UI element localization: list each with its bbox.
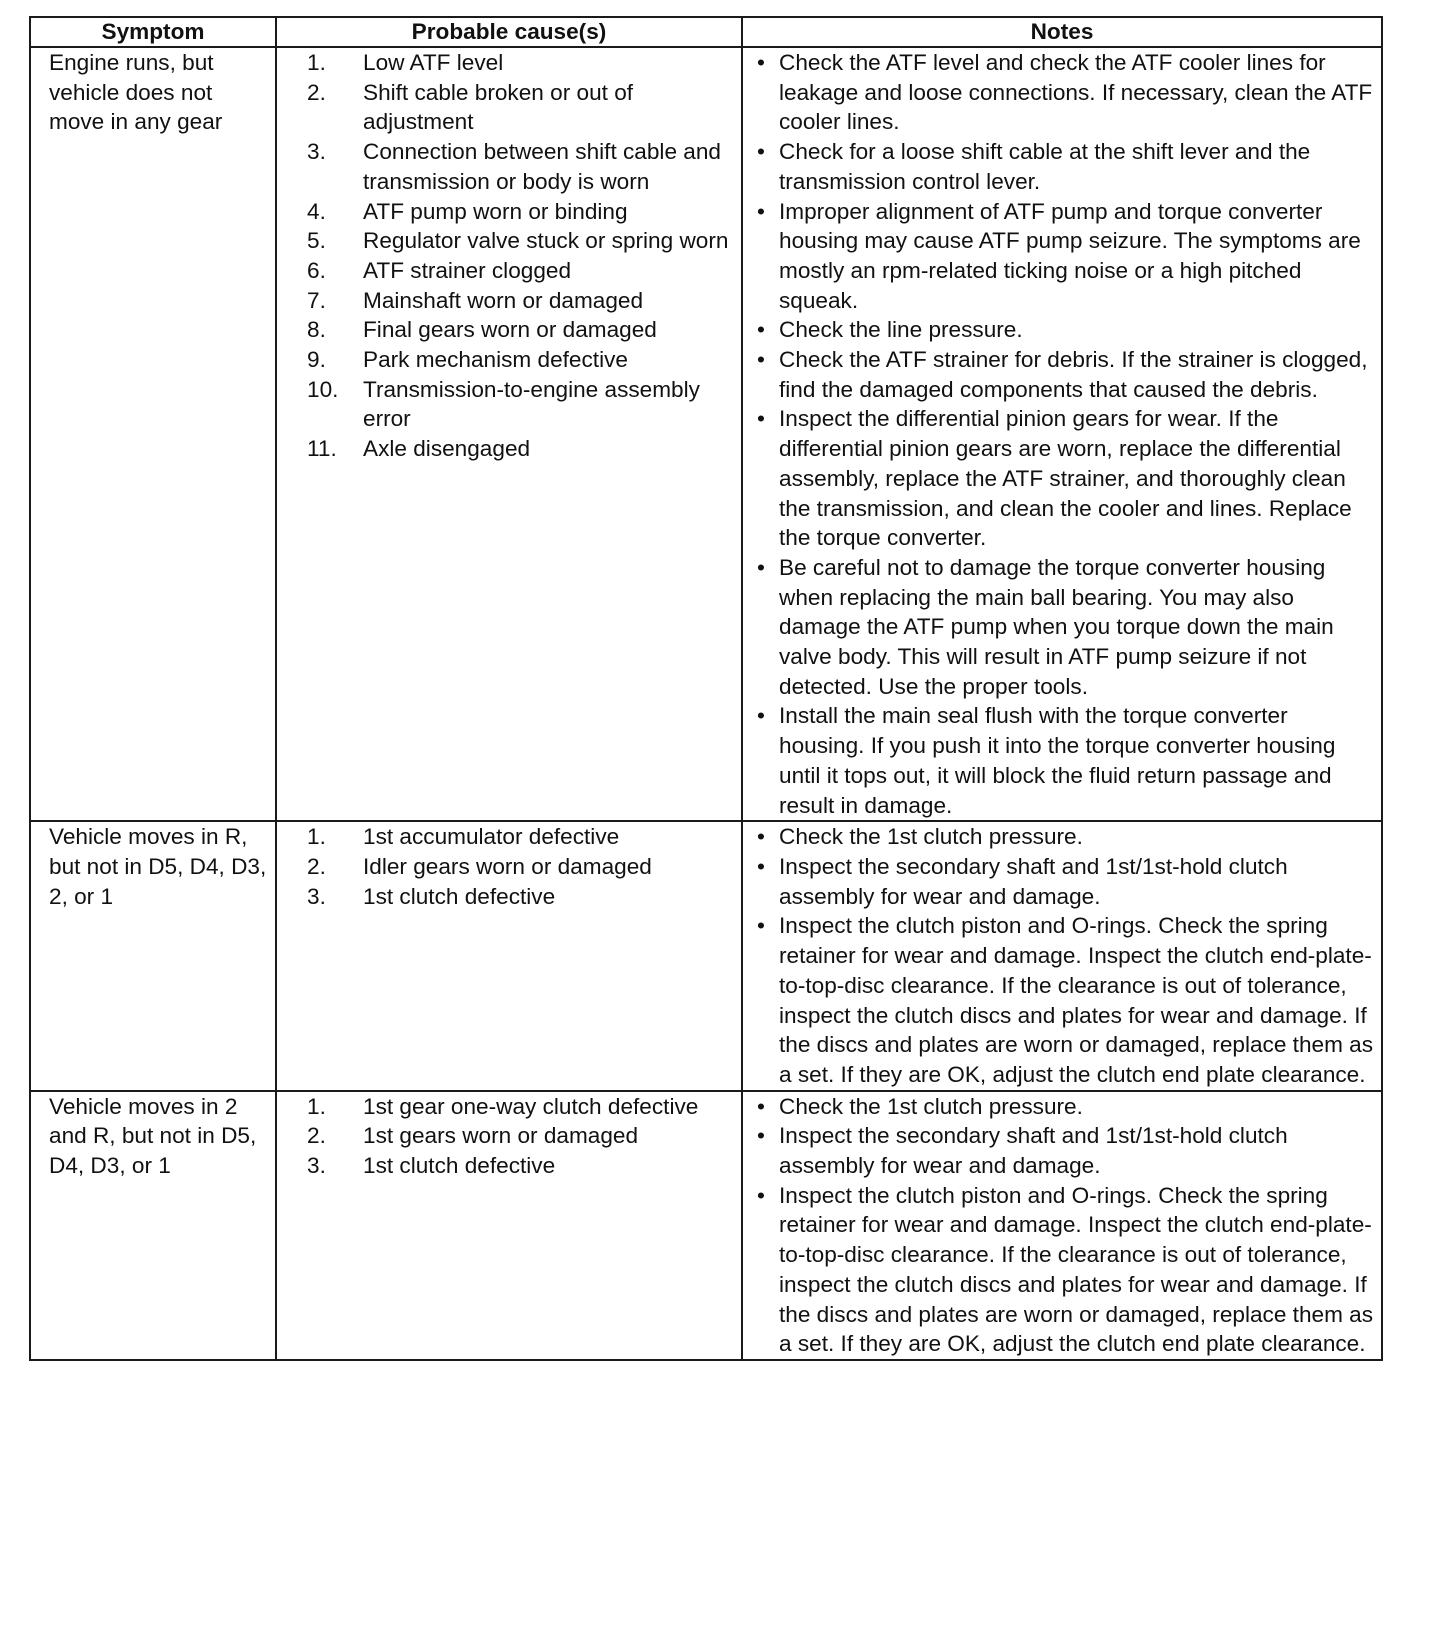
cause-text: 1st accumulator defective [363, 824, 620, 850]
cause-text: 1st clutch defective [363, 883, 556, 909]
cause-text: Mainshaft worn or damaged [363, 287, 644, 313]
note-item [757, 404, 1377, 553]
note-item [757, 1121, 1377, 1180]
cause-number: 2. [307, 1123, 326, 1149]
note-text: Check the ATF level and check the ATF cooler lines for leakage and loose connections. If necessary, clean the ATF cooler lines. [779, 50, 1373, 135]
notes-list [743, 48, 1381, 820]
note-item [757, 911, 1377, 1089]
cause-number: 1. [307, 824, 326, 850]
table-row [30, 1091, 1382, 1360]
bullet-icon: • [757, 198, 765, 224]
note-item [757, 345, 1377, 404]
cause-number: 2. [307, 79, 326, 105]
header-row [30, 17, 1382, 47]
bullet-icon: • [757, 913, 765, 939]
symptom-cell: Engine runs, but vehicle does not move in any gear [30, 47, 276, 821]
cause-item [307, 48, 737, 78]
causes-cell [276, 821, 742, 1090]
cause-item [307, 197, 737, 227]
cause-number: 7. [307, 287, 326, 313]
causes-list [277, 822, 741, 911]
cause-item [307, 345, 737, 375]
causes-list [277, 1092, 741, 1181]
note-text: Inspect the differential pinion gears for wear. If the differential pinion gears are worn, replace the differential assembly, replace the ATF strainer, and thoroughly clean the transmission, and clean the cooler and lines. Replace the torque converter. [779, 406, 1352, 551]
note-text: Inspect the secondary shaft and 1st/1st-hold clutch assembly for wear and damage. [779, 1123, 1288, 1179]
cause-number: 6. [307, 257, 326, 283]
note-text: Inspect the clutch piston and O-rings. Check the spring retainer for wear and damage. Inspect the clutch end-plate-to-top-disc clearance. If the clearance is out of tolerance, inspect the clutch discs and plates for wear and damage. If the discs and plates are worn or damaged, replace them as a set. If they are OK, adjust the clutch end plate clearance. [779, 913, 1374, 1087]
note-item [757, 1181, 1377, 1359]
cause-number: 1. [307, 1093, 326, 1119]
note-text: Check the ATF strainer for debris. If the strainer is clogged, find the damaged components that caused the debris. [779, 347, 1368, 402]
note-item [757, 315, 1377, 345]
note-text: Check the 1st clutch pressure. [779, 824, 1083, 850]
note-text: Be careful not to damage the torque converter housing when replacing the main ball bearing. You may also damage the ATF pump when you torque down the main valve body. This will result in ATF pump seizure if not detected. Use the proper tools. [779, 554, 1334, 699]
cause-text: 1st gear one-way clutch defective [363, 1093, 699, 1119]
table-row [30, 47, 1382, 821]
cause-item [307, 822, 737, 852]
cause-number: 2. [307, 853, 326, 879]
notes-cell [742, 821, 1382, 1090]
causes-cell [276, 1091, 742, 1360]
cause-text: Axle disengaged [363, 436, 531, 462]
note-text: Install the main seal flush with the torque converter housing. If you push it into the torque converter housing until it tops out, it will block the fluid return passage and result in damage. [779, 703, 1336, 818]
cause-number: 1. [307, 50, 326, 75]
cause-text: Shift cable broken or out of adjustment [363, 79, 634, 135]
note-text: Check for a loose shift cable at the shift lever and the transmission control lever. [779, 139, 1311, 194]
cause-text: Final gears worn or damaged [363, 317, 657, 343]
note-text: Inspect the secondary shaft and 1st/1st-hold clutch assembly for wear and damage. [779, 853, 1288, 909]
cause-number: 8. [307, 317, 326, 343]
bullet-icon: • [757, 406, 765, 432]
cause-text: ATF pump worn or binding [363, 198, 628, 224]
cause-number: 3. [307, 139, 326, 165]
notes-header: Notes [742, 17, 1382, 47]
note-text: Check the 1st clutch pressure. [779, 1093, 1083, 1119]
notes-cell [742, 47, 1382, 821]
cause-item [307, 315, 737, 345]
cause-item [307, 1151, 737, 1181]
symptom-cell: Vehicle moves in 2 and R, but not in D5, D4, D3, or 1 [30, 1091, 276, 1360]
notes-list [743, 822, 1381, 1089]
causes-cell [276, 47, 742, 821]
cause-item [307, 78, 737, 137]
bullet-icon: • [757, 853, 765, 879]
causes-list [277, 48, 741, 464]
causes-header: Probable cause(s) [276, 17, 742, 47]
cause-item [307, 226, 737, 256]
cause-text: Connection between shift cable and transmission or body is worn [363, 139, 721, 194]
cause-number: 3. [307, 883, 326, 909]
bullet-icon: • [757, 703, 765, 729]
cause-item [307, 256, 737, 286]
symptom-cell: Vehicle moves in R, but not in D5, D4, D3, 2, or 1 [30, 821, 276, 1090]
note-item [757, 137, 1377, 196]
bullet-icon: • [757, 1093, 765, 1119]
bullet-icon: • [757, 824, 765, 850]
note-item [757, 197, 1377, 316]
table-row [30, 821, 1382, 1090]
cause-number: 11. [307, 436, 337, 462]
cause-text: Regulator valve stuck or spring worn [363, 228, 729, 254]
cause-text: Park mechanism defective [363, 347, 628, 373]
notes-cell [742, 1091, 1382, 1360]
cause-item [307, 852, 737, 882]
cause-item [307, 375, 737, 434]
note-item [757, 822, 1377, 852]
symptom-header: Symptom [30, 17, 276, 47]
cause-number: 5. [307, 228, 326, 254]
bullet-icon: • [757, 317, 765, 343]
cause-number: 10. [307, 376, 339, 402]
notes-list [743, 1092, 1381, 1359]
cause-item [307, 1092, 737, 1122]
note-text: Inspect the clutch piston and O-rings. Check the spring retainer for wear and damage. Inspect the clutch end-plate-to-top-disc clearance. If the clearance is out of tolerance, inspect the clutch discs and plates for wear and damage. If the discs and plates are worn or damaged, replace them as a set. If they are OK, adjust the clutch end plate clearance. [779, 1182, 1374, 1357]
bullet-icon: • [757, 1123, 765, 1149]
cause-number: 9. [307, 347, 326, 373]
bullet-icon: • [757, 347, 765, 373]
cause-text: 1st clutch defective [363, 1153, 556, 1179]
bullet-icon: • [757, 50, 765, 75]
bullet-icon: • [757, 554, 765, 580]
bullet-icon: • [757, 139, 765, 165]
cause-number: 4. [307, 198, 326, 224]
cause-item [307, 434, 737, 464]
note-item [757, 1092, 1377, 1122]
cause-text: ATF strainer clogged [363, 257, 572, 283]
note-item [757, 48, 1377, 137]
note-text: Improper alignment of ATF pump and torque converter housing may cause ATF pump seizure. The symptoms are mostly an rpm-related ticking noise or a high pitched squeak. [779, 198, 1361, 313]
troubleshooting-table [29, 16, 1383, 1361]
note-item [757, 701, 1377, 820]
cause-item [307, 882, 737, 912]
cause-item [307, 286, 737, 316]
cause-text: 1st gears worn or damaged [363, 1123, 639, 1149]
cause-text: Idler gears worn or damaged [363, 853, 652, 879]
cause-item [307, 1121, 737, 1151]
cause-text: Transmission-to-engine assembly error [363, 376, 700, 432]
cause-item [307, 137, 737, 196]
note-text: Check the line pressure. [779, 317, 1023, 343]
bullet-icon: • [757, 1182, 765, 1208]
cause-number: 3. [307, 1153, 326, 1179]
note-item [757, 553, 1377, 702]
note-item [757, 852, 1377, 911]
cause-text: Low ATF level [363, 50, 504, 75]
